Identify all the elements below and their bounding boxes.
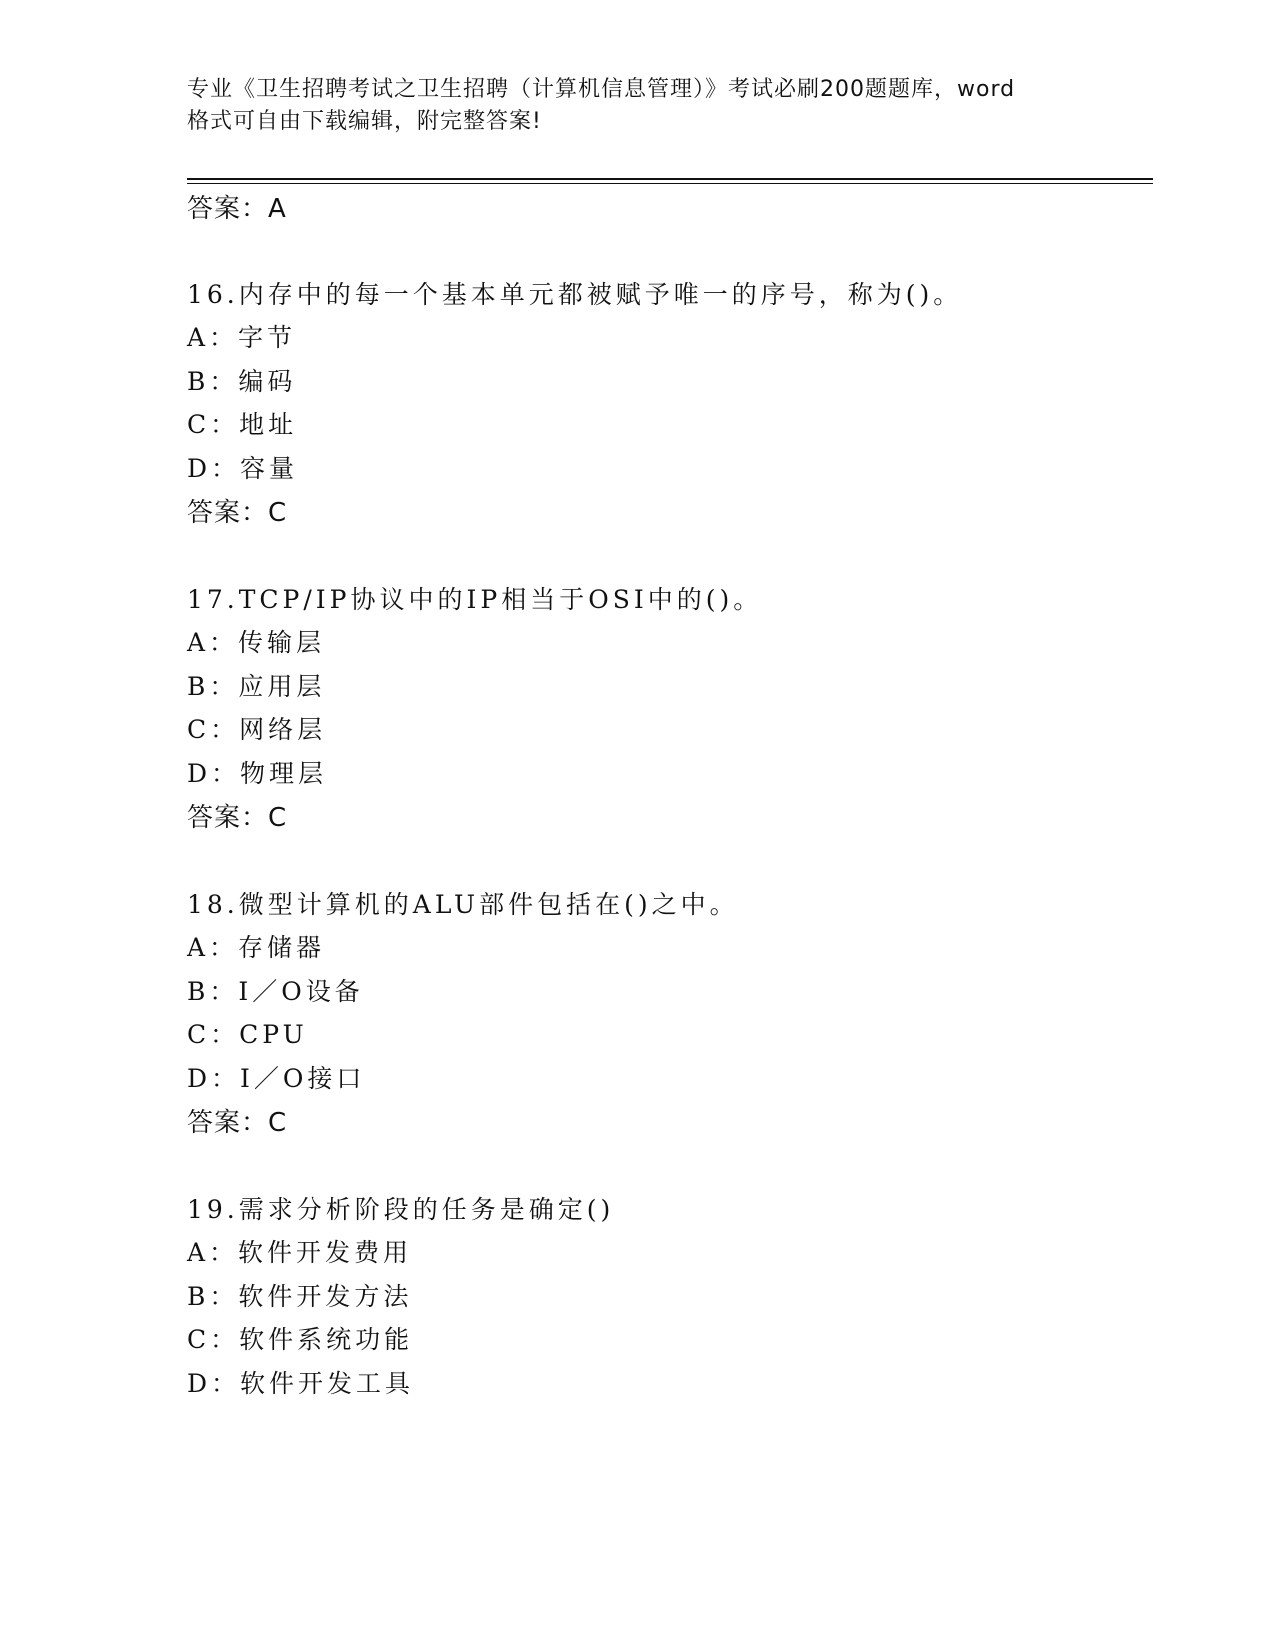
question-18-stem: 18.微型计算机的ALU部件包括在()之中。	[187, 890, 739, 919]
previous-answer: 答案：A	[187, 194, 287, 224]
header-line-2: 格式可自由下载编辑，附完整答案!	[187, 109, 542, 134]
header-line-1: 专业《卫生招聘考试之卫生招聘（计算机信息管理）》考试必刷200题题库，word	[187, 77, 1016, 102]
question-18-answer: 答案：C	[187, 1108, 288, 1138]
question-19-option-a: A：软件开发费用	[187, 1238, 413, 1267]
question-16-stem: 16.内存中的每一个基本单元都被赋予唯一的序号，称为()。	[187, 280, 963, 309]
question-16-option-c: C：地址	[187, 410, 298, 439]
question-17-option-d: D：物理层	[187, 759, 328, 788]
question-19-option-c: C：软件系统功能	[187, 1325, 414, 1354]
question-19-option-d: D：软件开发工具	[187, 1369, 415, 1398]
question-17-option-c: C：网络层	[187, 715, 327, 744]
question-16-option-b: B：编码	[187, 367, 297, 396]
question-18-option-a: A：存储器	[187, 933, 326, 962]
question-16-option-a: A：字节	[187, 323, 297, 352]
question-17-option-b: B：应用层	[187, 672, 326, 701]
question-16-answer: 答案：C	[187, 498, 288, 528]
question-18-option-c: C：CPU	[187, 1020, 308, 1049]
question-19-option-b: B：软件开发方法	[187, 1282, 413, 1311]
header-rule-thick	[187, 178, 1153, 180]
question-17-answer: 答案：C	[187, 803, 288, 833]
question-16-option-d: D：容量	[187, 454, 299, 483]
document-header	[187, 74, 1087, 138]
question-18-option-b: B：I／O设备	[187, 977, 364, 1006]
header-rule-thin	[187, 183, 1153, 184]
question-17-option-a: A：传输层	[187, 628, 326, 657]
question-18-option-d: D：I／O接口	[187, 1064, 366, 1093]
question-17-stem: 17.TCP/IP协议中的IP相当于OSI中的()。	[187, 585, 763, 614]
question-19-stem: 19.需求分析阶段的任务是确定()	[187, 1195, 615, 1224]
